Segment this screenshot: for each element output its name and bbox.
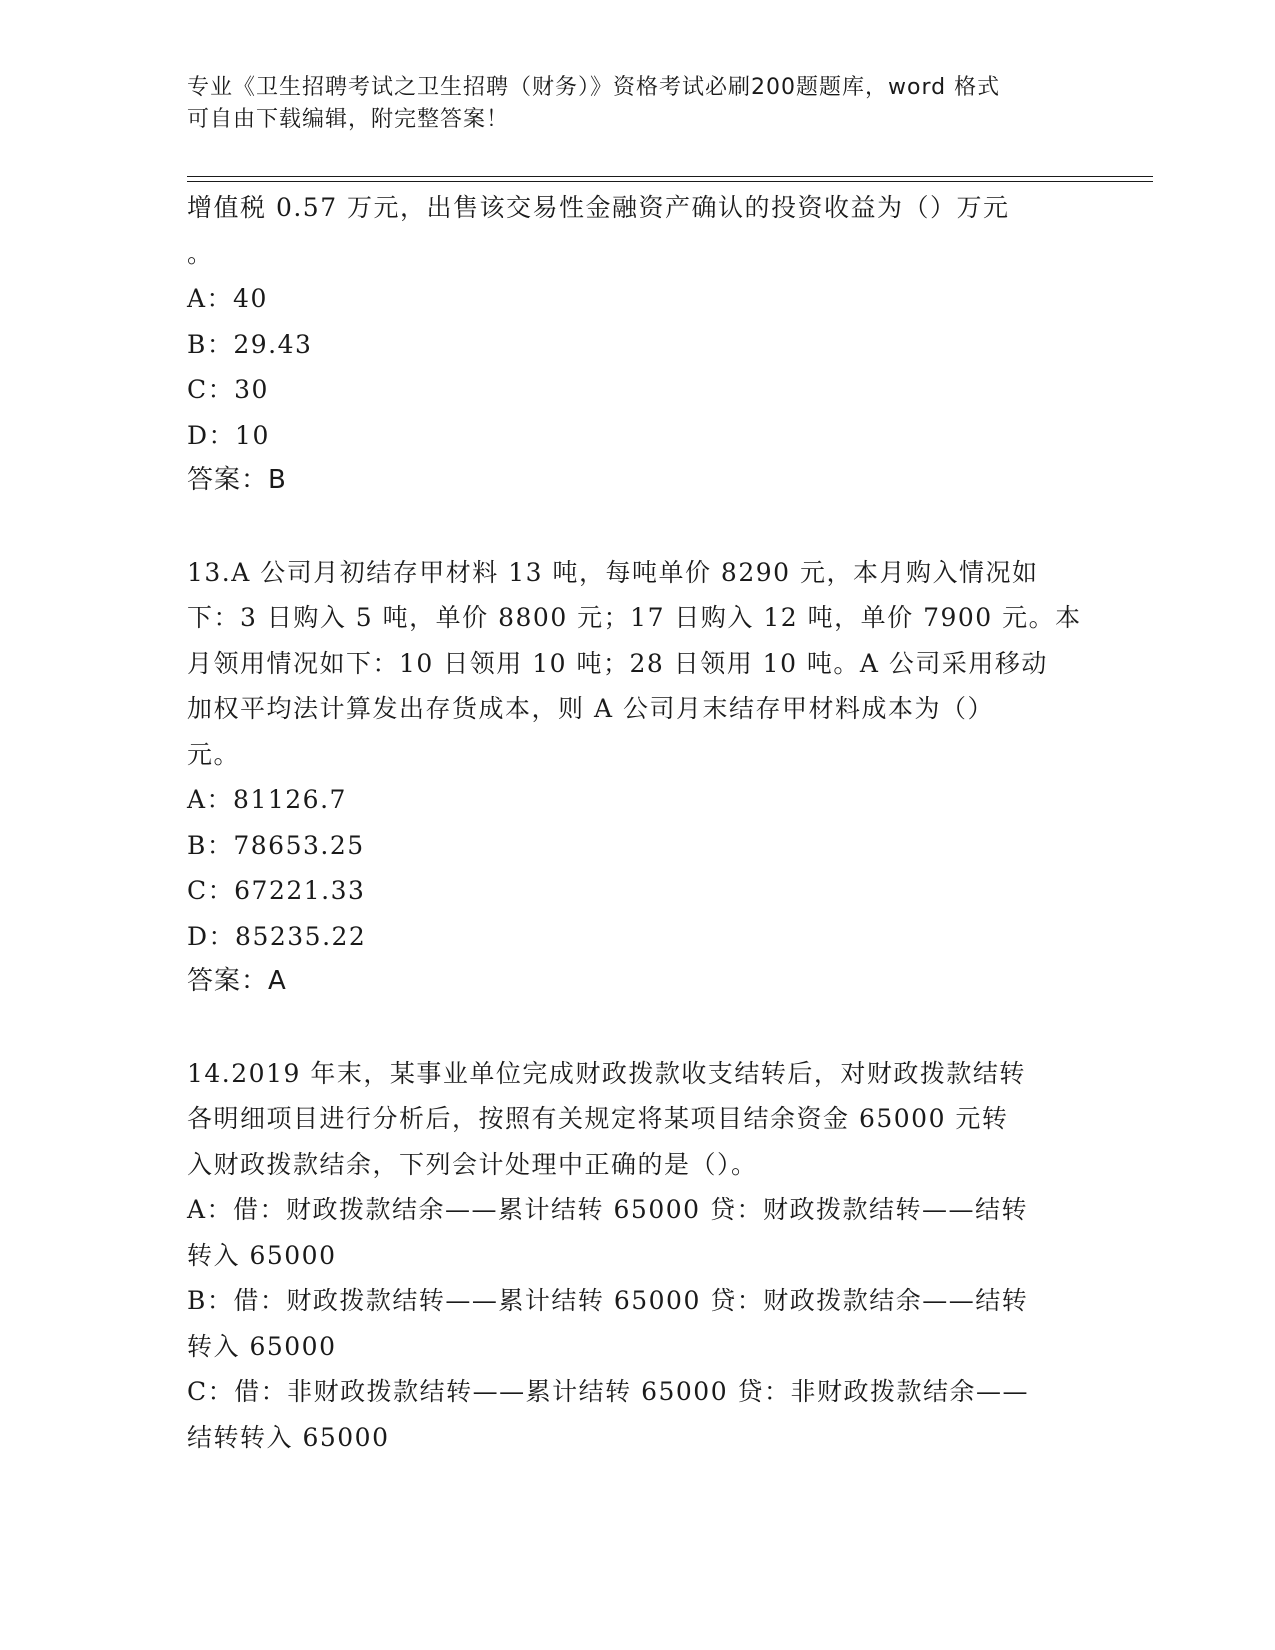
option-c: C：借：非财政拨款结转——累计结转 65000 贷：非财政拨款结余—— [187,1377,1030,1406]
question-stem-line: 元。 [187,739,241,769]
question-stem-line: 增值税 0.57 万元，出售该交易性金融资产确认的投资收益为（）万元 [187,193,1010,222]
option-a: A：81126.7 [187,785,347,814]
option-a-continued: 转入 65000 [187,1240,337,1270]
option-d: D：10 [187,420,270,450]
header-divider-top [187,176,1153,177]
option-a: A：借：财政拨款结余——累计结转 65000 贷：财政拨款结转——结转 [187,1195,1028,1224]
header-title-line-1: 专业《卫生招聘考试之卫生招聘（财务）》资格考试必刷200题题库，word 格式 [187,75,1001,100]
question-13 [187,550,1082,1005]
option-b: B：78653.25 [187,830,365,860]
question-stem-line: 加权平均法计算发出存货成本，则 A 公司月末结存甲材料成本为（） [187,694,994,723]
question-14 [187,1051,1077,1461]
option-d: D：85235.22 [187,921,367,951]
option-b: B：29.43 [187,329,313,359]
option-c: C：30 [187,375,269,404]
answer-line: 答案：B [187,465,287,495]
option-b: B：借：财政拨款结转——累计结转 65000 贷：财政拨款结余——结转 [187,1286,1029,1315]
option-b-continued: 转入 65000 [187,1331,337,1361]
question-stem-line: 入财政拨款结余，下列会计处理中正确的是（）。 [187,1149,758,1179]
question-stem-line: 各明细项目进行分析后，按照有关规定将某项目结余资金 65000 元转 [187,1104,1009,1133]
question-stem-line: 13.A 公司月初结存甲材料 13 吨，每吨单价 8290 元，本月购入情况如 [187,557,1039,587]
option-c-continued: 结转转入 65000 [187,1422,390,1452]
question-12 [187,185,1077,504]
answer-line: 答案：A [187,966,287,996]
question-stem-line: 月领用情况如下：10 日领用 10 吨；28 日领用 10 吨。A 公司采用移动 [187,648,1048,678]
header-divider-bottom [187,181,1153,182]
question-stem-line: 14.2019 年末，某事业单位完成财政拨款收支结转后，对财政拨款结转 [187,1058,1026,1088]
document-content [187,185,1082,1460]
question-spacer [187,1005,1077,1051]
option-a: A：40 [187,284,268,313]
question-stem-line: 下：3 日购入 5 吨，单价 8800 元；17 日购入 12 吨，单价 7900 元。本 [187,603,1082,632]
question-stem-line: 。 [187,238,214,268]
document-header [187,72,1067,136]
header-title-line-2: 可自由下载编辑，附完整答案！ [187,107,510,132]
option-c: C：67221.33 [187,876,366,905]
question-spacer [187,504,1077,550]
